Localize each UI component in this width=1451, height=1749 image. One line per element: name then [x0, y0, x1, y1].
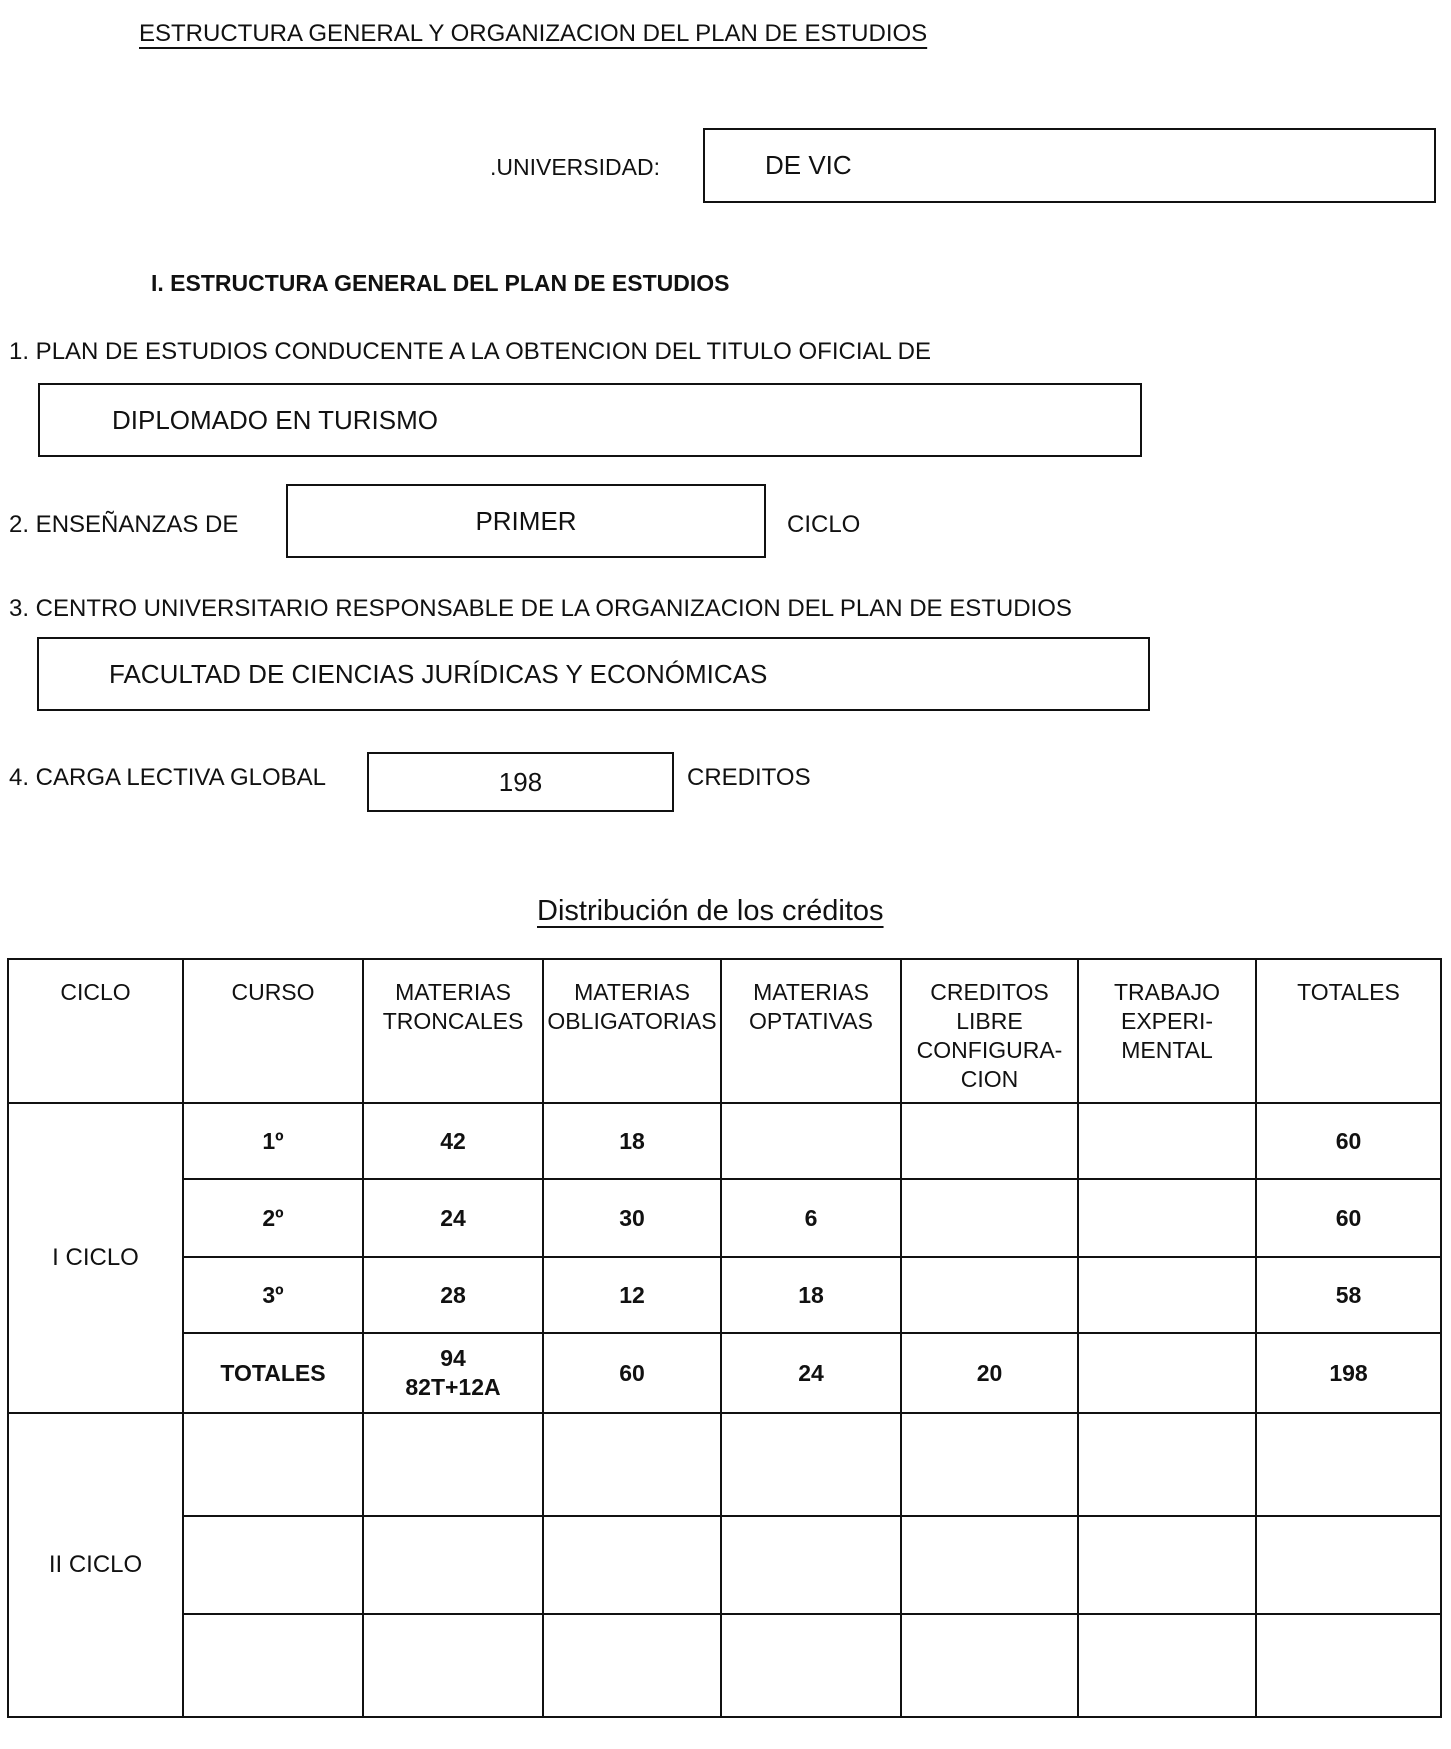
empty-cell	[1256, 1516, 1441, 1614]
distribution-title: Distribución de los créditos	[537, 895, 884, 927]
empty-cell	[721, 1413, 901, 1516]
centro-label: 3. CENTRO UNIVERSITARIO RESPONSABLE DE LA ORGANIZACION DEL PLAN DE ESTUDIOS	[9, 595, 1072, 622]
header-trabajo-line: EXPERI-	[1120, 1008, 1214, 1034]
header-trabajo-line: MENTAL	[1121, 1037, 1213, 1063]
table-row	[8, 1103, 1441, 1179]
curso-cell: 3º	[183, 1257, 363, 1333]
obligatorias-cell: 18	[543, 1103, 721, 1179]
table-row	[8, 1614, 1441, 1717]
header-trabajo-line: TRABAJO	[1113, 979, 1221, 1005]
totals-row	[8, 1333, 1441, 1413]
totales-cell: 60	[1256, 1179, 1441, 1257]
troncales-total-value: 94	[440, 1345, 466, 1371]
libre-cell: 20	[901, 1333, 1078, 1413]
totales-cell: 60	[1256, 1103, 1441, 1179]
document-title: ESTRUCTURA GENERAL Y ORGANIZACION DEL PLAN DE ESTUDIOS	[139, 20, 928, 47]
table-row	[8, 1179, 1441, 1257]
empty-cell	[721, 1614, 901, 1717]
ciclo-cell: II CICLO	[8, 1413, 183, 1717]
header-libre-line: LIBRE	[956, 1008, 1023, 1034]
ensenanzas-suffix: CICLO	[787, 511, 861, 538]
empty-cell	[363, 1413, 543, 1516]
table-row	[8, 1516, 1441, 1614]
universidad-value: DE VIC	[765, 150, 852, 180]
trabajo-cell	[1078, 1103, 1256, 1179]
empty-cell	[183, 1516, 363, 1614]
trabajo-cell	[1078, 1257, 1256, 1333]
empty-cell	[543, 1413, 721, 1516]
empty-cell	[721, 1516, 901, 1614]
credits-table	[7, 958, 1442, 1718]
header-optativas-line: OPTATIVAS	[749, 1008, 873, 1034]
optativas-cell: 6	[721, 1179, 901, 1257]
table-row	[8, 1257, 1441, 1333]
empty-cell	[1256, 1614, 1441, 1717]
universidad-label: .UNIVERSIDAD:	[490, 154, 660, 180]
empty-cell	[901, 1516, 1078, 1614]
titulo-label: 1. PLAN DE ESTUDIOS CONDUCENTE A LA OBTENCION DEL TITULO OFICIAL DE	[9, 338, 931, 365]
carga-suffix: CREDITOS	[687, 764, 811, 791]
header-optativas-line: MATERIAS	[753, 979, 869, 1005]
troncales-cell: 42	[363, 1103, 543, 1179]
totales-cell: 198	[1256, 1333, 1441, 1413]
empty-cell	[1078, 1413, 1256, 1516]
obligatorias-cell: 60	[543, 1333, 721, 1413]
header-libre-configuracion	[901, 959, 1078, 1103]
troncales-cell: 24	[363, 1179, 543, 1257]
libre-cell	[901, 1103, 1078, 1179]
empty-cell	[363, 1516, 543, 1614]
ensenanzas-value: PRIMER	[475, 505, 577, 536]
titulo-field	[38, 383, 1142, 457]
table-header-row	[8, 959, 1441, 1103]
header-libre-line: CONFIGURA-	[916, 1037, 1063, 1063]
header-ciclo: CICLO	[8, 959, 183, 1103]
curso-cell: TOTALES	[183, 1333, 363, 1413]
trabajo-cell	[1078, 1179, 1256, 1257]
carga-value: 198	[498, 766, 543, 797]
troncales-total-breakdown: 82T+12A	[405, 1374, 501, 1400]
empty-cell	[901, 1413, 1078, 1516]
troncales-cell: 28	[363, 1257, 543, 1333]
ensenanzas-label: 2. ENSEÑANZAS DE	[9, 511, 239, 538]
empty-cell	[543, 1516, 721, 1614]
trabajo-cell	[1078, 1333, 1256, 1413]
empty-cell	[183, 1413, 363, 1516]
carga-label: 4. CARGA LECTIVA GLOBAL	[9, 764, 327, 791]
carga-field	[367, 752, 674, 812]
obligatorias-cell: 12	[543, 1257, 721, 1333]
empty-cell	[363, 1614, 543, 1717]
header-libre-line: CREDITOS	[930, 979, 1049, 1005]
header-troncales	[363, 959, 543, 1103]
optativas-cell	[721, 1103, 901, 1179]
troncales-total-cell	[363, 1333, 543, 1413]
libre-cell	[901, 1257, 1078, 1333]
header-trabajo-experimental	[1078, 959, 1256, 1103]
ciclo-cell: I CICLO	[8, 1103, 183, 1413]
table-row	[8, 1413, 1441, 1516]
optativas-cell: 24	[721, 1333, 901, 1413]
ensenanzas-field	[286, 484, 766, 558]
titulo-value: DIPLOMADO EN TURISMO	[112, 404, 439, 435]
curso-cell: 2º	[183, 1179, 363, 1257]
empty-cell	[1256, 1413, 1441, 1516]
header-obligatorias-line: OBLIGATORIAS	[547, 1008, 717, 1034]
centro-field	[37, 637, 1150, 711]
empty-cell	[183, 1614, 363, 1717]
empty-cell	[901, 1614, 1078, 1717]
centro-value: FACULTAD DE CIENCIAS JURÍDICAS Y ECONÓMICAS	[109, 658, 768, 689]
header-obligatorias	[543, 959, 721, 1103]
universidad-field	[703, 128, 1436, 203]
empty-cell	[1078, 1614, 1256, 1717]
libre-cell	[901, 1179, 1078, 1257]
header-totales: TOTALES	[1256, 959, 1441, 1103]
optativas-cell: 18	[721, 1257, 901, 1333]
header-optativas	[721, 959, 901, 1103]
totales-cell: 58	[1256, 1257, 1441, 1333]
empty-cell	[1078, 1516, 1256, 1614]
obligatorias-cell: 30	[543, 1179, 721, 1257]
empty-cell	[543, 1614, 721, 1717]
curso-cell: 1º	[183, 1103, 363, 1179]
header-obligatorias-line: MATERIAS	[574, 979, 690, 1005]
section-title: I. ESTRUCTURA GENERAL DEL PLAN DE ESTUDIOS	[151, 270, 730, 296]
header-libre-line: CION	[960, 1066, 1019, 1092]
header-troncales-line: TRONCALES	[382, 1008, 524, 1034]
header-troncales-line: MATERIAS	[395, 979, 511, 1005]
header-curso: CURSO	[183, 959, 363, 1103]
